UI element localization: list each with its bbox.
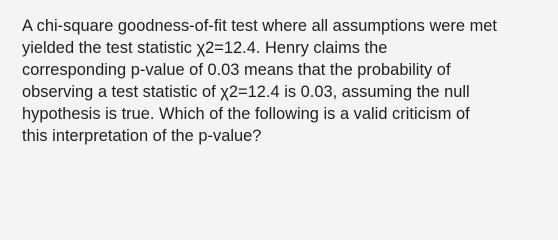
question-line-1: A chi-square goodness-of-fit test where all assumptions were met	[22, 17, 498, 35]
question-line-2: yielded the test statistic χ2=12.4. Henry claims the	[22, 39, 388, 57]
question-text	[22, 15, 544, 147]
question-line-3: corresponding p-value of 0.03 means that the probability of	[22, 61, 451, 79]
question-line-4: observing a test statistic of χ2=12.4 is 0.03, assuming the null	[22, 83, 470, 101]
question-line-6: this interpretation of the p-value?	[22, 127, 262, 145]
question-line-5: hypothesis is true. Which of the following is a valid criticism of	[22, 105, 470, 123]
